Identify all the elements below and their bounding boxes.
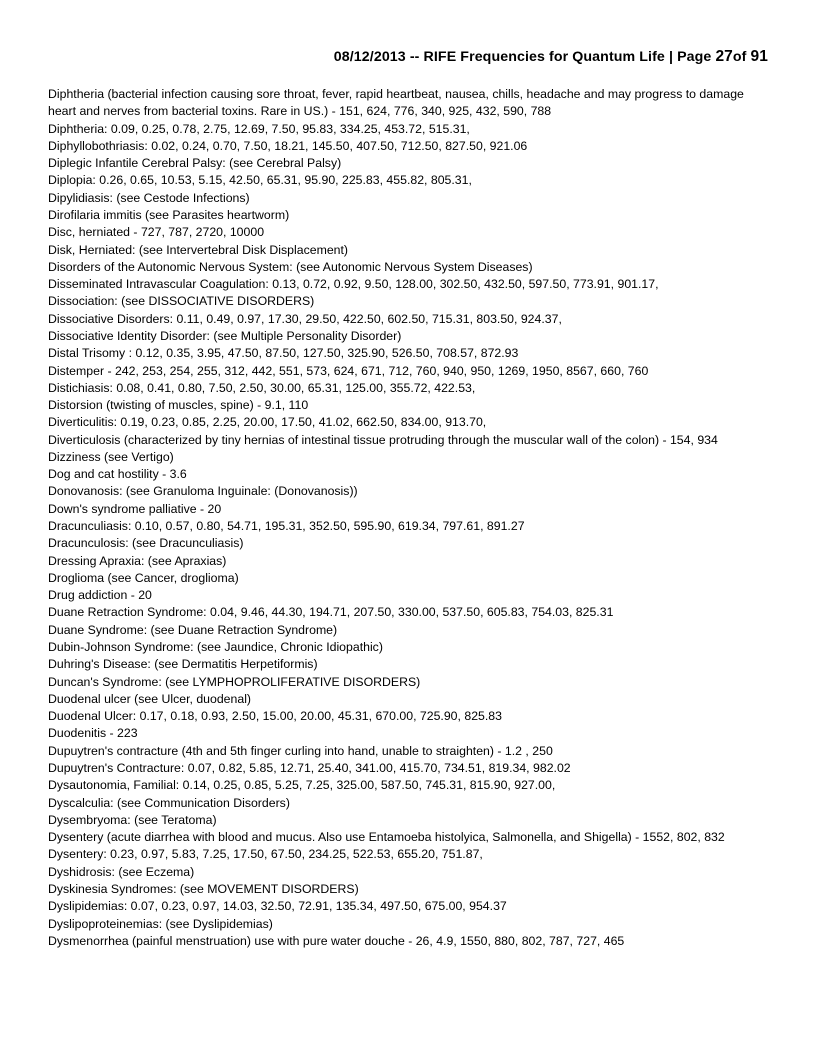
frequency-entry: Disc, herniated - 727, 787, 2720, 10000	[48, 225, 265, 240]
frequency-entry: Dyslipidemias: 0.07, 0.23, 0.97, 14.03, 32.50, 72.91, 135.34, 497.50, 675.00, 954.37	[48, 899, 507, 914]
frequency-entry: Diphyllobothriasis: 0.02, 0.24, 0.70, 7.50, 18.21, 145.50, 407.50, 712.50, 827.50, 921.06	[48, 138, 528, 153]
header-page-label: Page	[677, 49, 712, 65]
frequency-entry: Disorders of the Autonomic Nervous System: (see Autonomic Nervous System Diseases)	[48, 259, 533, 274]
frequency-entry: Dyscalculia: (see Communication Disorders)	[48, 795, 290, 810]
header-title: RIFE Frequencies for Quantum Life	[423, 49, 665, 65]
frequency-entry: Dubin-Johnson Syndrome: (see Jaundice, Chronic Idiopathic)	[48, 640, 383, 654]
frequency-entry: Drug addiction - 20	[48, 588, 152, 603]
frequency-entry: Dracunculosis: (see Dracunculiasis)	[48, 536, 244, 551]
frequency-entry: Dissociative Identity Disorder: (see Multiple Personality Disorder)	[48, 328, 402, 343]
frequency-entry: Dysentery: 0.23, 0.97, 5.83, 7.25, 17.50, 67.50, 234.25, 522.53, 655.20, 751.87,	[48, 847, 483, 862]
frequency-entry: Distal Trisomy : 0.12, 0.35, 3.95, 47.50, 87.50, 127.50, 325.90, 526.50, 708.57, 872.93	[48, 346, 519, 361]
frequency-entry: Dracunculiasis: 0.10, 0.57, 0.80, 54.71, 195.31, 352.50, 595.90, 619.34, 797.61, 891.27	[48, 519, 525, 534]
frequency-entry: Distemper - 242, 253, 254, 255, 312, 442, 551, 573, 624, 671, 712, 760, 940, 950, 1269, 1950, 8567, 660, 760	[48, 363, 649, 378]
frequency-entry: Dyskinesia Syndromes: (see MOVEMENT DISORDERS)	[48, 881, 359, 896]
frequency-entry: Dissociative Disorders: 0.11, 0.49, 0.97, 17.30, 29.50, 422.50, 602.50, 715.31, 803.50, 924.37,	[48, 311, 562, 326]
frequency-entry: Dysautonomia, Familial: 0.14, 0.25, 0.85, 5.25, 7.25, 325.00, 587.50, 745.31, 815.90, 927.00,	[48, 778, 556, 793]
header-date: 08/12/2013	[333, 49, 406, 65]
frequency-entry: Droglioma (see Cancer, droglioma)	[48, 570, 239, 585]
frequency-entry: Dipylidiasis: (see Cestode Infections)	[48, 190, 250, 205]
frequency-entry: Dog and cat hostility - 3.6	[48, 467, 187, 482]
frequency-entry: Diplopia: 0.26, 0.65, 10.53, 5.15, 42.50, 65.31, 95.90, 225.83, 455.82, 805.31,	[48, 173, 472, 188]
frequency-entry: Donovanosis: (see Granuloma Inguinale: (Donovanosis))	[48, 484, 358, 499]
page-header	[334, 48, 768, 66]
frequency-entry: Dupuytren's contracture (4th and 5th finger curling into hand, unable to straighten) - 1.2 , 250	[48, 743, 553, 758]
frequency-entry: Disk, Herniated: (see Intervertebral Disk Displacement)	[48, 242, 349, 257]
header-pipe: |	[668, 49, 674, 65]
frequency-entry: Diphtheria (bacterial infection causing sore throat, fever, rapid heartbeat, nausea, chills, headache and may progress to damage heart and nerves from bacterial toxins. Rare in US.) - 151, 624, 776, 340, 925, 432, 590, 788	[48, 87, 744, 119]
frequency-entry: Dressing Apraxia: (see Apraxias)	[48, 553, 227, 568]
frequency-entry: Diplegic Infantile Cerebral Palsy: (see Cerebral Palsy)	[48, 156, 342, 171]
frequency-entry: Down's syndrome palliative - 20	[48, 501, 222, 516]
frequency-entry: Dyshidrosis: (see Eczema)	[48, 864, 195, 879]
frequency-entry: Dizziness (see Vertigo)	[48, 449, 174, 464]
frequency-entry: Duodenal Ulcer: 0.17, 0.18, 0.93, 2.50, 15.00, 20.00, 45.31, 670.00, 725.90, 825.83	[48, 709, 502, 724]
header-of-label: of	[732, 49, 747, 65]
frequency-entry-list	[48, 86, 768, 950]
frequency-entry: Duane Syndrome: (see Duane Retraction Syndrome)	[48, 622, 338, 637]
header-separator: --	[409, 49, 420, 65]
frequency-entry: Duhring's Disease: (see Dermatitis Herpetiformis)	[48, 657, 318, 672]
frequency-entry: Dissociation: (see DISSOCIATIVE DISORDERS)	[48, 294, 315, 309]
frequency-entry: Dyslipoproteinemias: (see Dyslipidemias)	[48, 916, 273, 931]
frequency-entry: Dirofilaria immitis (see Parasites heartworm)	[48, 207, 290, 222]
frequency-entry: Duane Retraction Syndrome: 0.04, 9.46, 44.30, 194.71, 207.50, 330.00, 537.50, 605.83, 754.03, 825.31	[48, 605, 614, 620]
frequency-entry: Distorsion (twisting of muscles, spine) - 9.1, 110	[48, 398, 309, 413]
frequency-entry: Diverticulosis (characterized by tiny hernias of intestinal tissue protruding through the muscular wall of the colon) - 154, 934	[48, 432, 718, 447]
frequency-entry: Dysmenorrhea (painful menstruation) use with pure water douche - 26, 4.9, 1550, 880, 802, 787, 727, 465	[48, 933, 625, 948]
frequency-entry: Dupuytren's Contracture: 0.07, 0.82, 5.85, 12.71, 25.40, 341.00, 415.70, 734.51, 819.34, 982.02	[48, 760, 571, 775]
header-page-total: 91	[750, 48, 768, 65]
frequency-entry: Dysembryoma: (see Teratoma)	[48, 812, 217, 827]
frequency-entry: Diphtheria: 0.09, 0.25, 0.78, 2.75, 12.69, 7.50, 95.83, 334.25, 453.72, 515.31,	[48, 121, 470, 136]
frequency-entry: Distichiasis: 0.08, 0.41, 0.80, 7.50, 2.50, 30.00, 65.31, 125.00, 355.72, 422.53,	[48, 380, 476, 395]
frequency-entry: Diverticulitis: 0.19, 0.23, 0.85, 2.25, 20.00, 17.50, 41.02, 662.50, 834.00, 913.70,	[48, 415, 487, 430]
frequency-entry: Duncan's Syndrome: (see LYMPHOPROLIFERATIVE DISORDERS)	[48, 674, 421, 689]
header-page-number: 27	[715, 48, 733, 65]
frequency-entry: Dysentery (acute diarrhea with blood and mucus. Also use Entamoeba histolyica, Salmonella, and Shigella) - 1552, 802, 832	[48, 830, 725, 845]
frequency-entry: Duodenitis - 223	[48, 726, 138, 741]
frequency-entry: Disseminated Intravascular Coagulation: 0.13, 0.72, 0.92, 9.50, 128.00, 302.50, 432.50, 597.50, 773.91, 901.17,	[48, 277, 659, 292]
frequency-entry: Duodenal ulcer (see Ulcer, duodenal)	[48, 691, 252, 706]
